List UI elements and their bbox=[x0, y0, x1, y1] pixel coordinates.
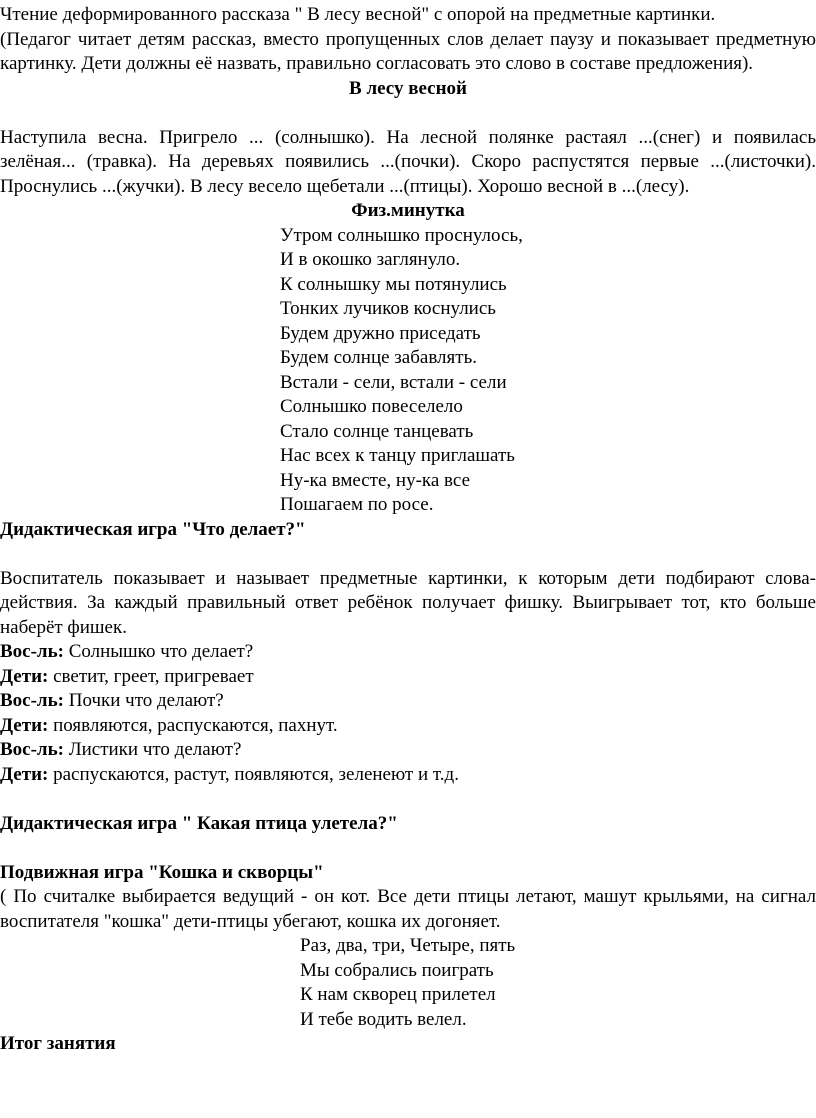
dialogue-text: Листики что делают? bbox=[63, 739, 242, 760]
fizminutka-title: Физ.минутка bbox=[351, 200, 465, 221]
intro-paragraph: (Педагог читает детям рассказ, вместо пропущенных слов делает паузу и показывает предметную картинку. Дети должны её назвать, правильно согласовать это слово в составе предложения). bbox=[0, 28, 816, 74]
poem-line: Будем солнце забавлять. bbox=[280, 347, 477, 368]
rhyme-line: Мы собрались поиграть bbox=[300, 959, 494, 981]
rhyme-line: И тебе водить велел. bbox=[300, 1008, 467, 1030]
dialogue-line bbox=[0, 714, 816, 739]
game2-title: Дидактическая игра " Какая птица улетела?" bbox=[0, 812, 398, 834]
document-page bbox=[0, 3, 816, 1057]
poem-line: Ну-ка вместе, ну-ка все bbox=[280, 469, 470, 491]
dialogue-text: Солнышко что делает? bbox=[63, 641, 254, 662]
game1-title: Дидактическая игра "Что делает?" bbox=[0, 518, 306, 540]
fizminutka-poem bbox=[0, 224, 816, 518]
spacer bbox=[0, 101, 816, 126]
rhyme-line: Раз, два, три, Четыре, пять bbox=[300, 935, 516, 956]
poem-line: Будем дружно приседать bbox=[280, 322, 481, 344]
dialogue-line bbox=[0, 689, 816, 714]
dialogue-line bbox=[0, 665, 816, 690]
spacer bbox=[0, 836, 816, 861]
dialogue-text: светит, греет, пригревает bbox=[48, 665, 254, 687]
poem-line: Стало солнце танцевать bbox=[280, 420, 474, 442]
game3-description: ( По считалке выбирается ведущий - он кот. Все дети птицы летают, машут крыльями, на сигнал воспитателя "кошка" дети-птицы убегают, кошка их догоняет. bbox=[0, 886, 816, 932]
speaker-label: Вос-ль: bbox=[0, 690, 64, 711]
story-text: Наступила весна. Пригрело ... (солнышко). На лесной полянке растаял ...(снег) и появилась зелёная... (травка). На деревьях появились ...(почки). Скоро распустятся первые ...(листочки). Проснулись ...(жучки). В лесу весело щебетали ...(птицы). Хорошо весной в ...(лесу). bbox=[0, 126, 816, 197]
dialogue-line bbox=[0, 738, 816, 763]
poem-line: И в окошко заглянуло. bbox=[280, 249, 461, 270]
speaker-label: Дети: bbox=[0, 665, 49, 687]
dialogue-text: Почки что делают? bbox=[63, 690, 224, 711]
counting-rhyme bbox=[0, 934, 816, 1032]
poem-line: Нас всех к танцу приглашать bbox=[280, 445, 515, 466]
poem-line: К солнышку мы потянулись bbox=[280, 273, 507, 295]
spacer bbox=[0, 787, 816, 812]
speaker-label: Вос-ль: bbox=[0, 739, 64, 760]
dialogue-line bbox=[0, 640, 816, 665]
dialogue-text: появляются, распускаются, пахнут. bbox=[48, 714, 338, 736]
poem-line: Утром солнышко проснулось, bbox=[280, 224, 523, 246]
poem-line: Тонких лучиков коснулись bbox=[280, 298, 496, 319]
story-title: В лесу весной bbox=[349, 77, 467, 99]
game1-description: Воспитатель показывает и называет предметные картинки, к которым дети подбирают слова-действия. За каждый правильный ответ ребёнок получает фишку. Выигрывает тот, кто больше наберёт фишек. bbox=[0, 567, 816, 638]
speaker-label: Дети: bbox=[0, 714, 49, 736]
rhyme-line: К нам скворец прилетел bbox=[300, 984, 496, 1005]
dialogue-text: распускаются, растут, появляются, зеленеют и т.д. bbox=[48, 763, 459, 785]
poem-line: Солнышко повеселело bbox=[280, 396, 463, 417]
game1-dialogue bbox=[0, 640, 816, 787]
poem-line: Пошагаем по росе. bbox=[280, 494, 434, 515]
spacer bbox=[0, 542, 816, 567]
poem-line: Встали - сели, встали - сели bbox=[280, 371, 507, 393]
dialogue-line bbox=[0, 763, 816, 788]
summary-title: Итог занятия bbox=[0, 1033, 116, 1054]
speaker-label: Вос-ль: bbox=[0, 641, 64, 662]
game3-title: Подвижная игра "Кошка и скворцы" bbox=[0, 861, 324, 883]
intro-title-line: Чтение деформированного рассказа " В лесу весной" с опорой на предметные картинки. bbox=[0, 4, 716, 25]
speaker-label: Дети: bbox=[0, 763, 49, 785]
